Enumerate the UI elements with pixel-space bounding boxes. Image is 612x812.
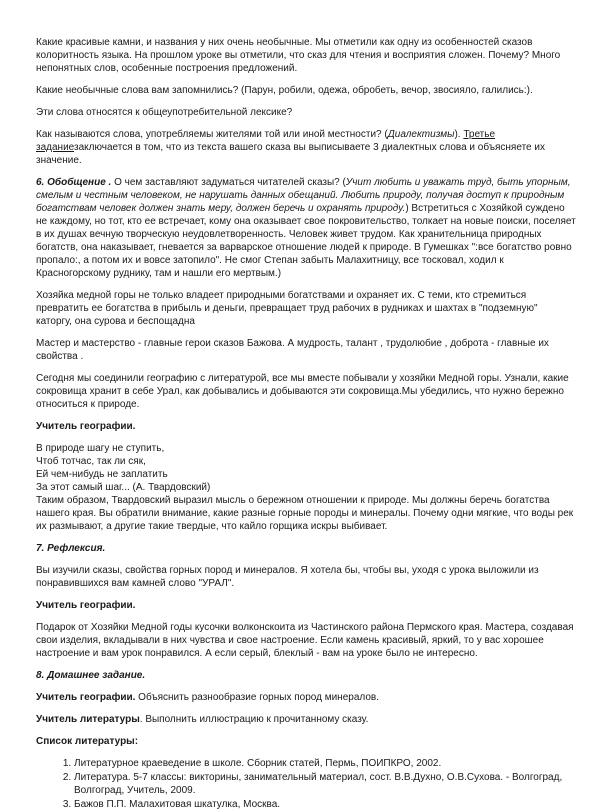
teacher-geography-heading-2: Учитель географии.	[36, 600, 136, 611]
paragraph-master: Мастер и мастерство - главные герои сказов Бажова. А мудрость, талант , трудолюбие , доброта - главные их свойства .	[36, 338, 549, 362]
homework-geography-text: Объяснить разнообразие горных пород минералов.	[135, 692, 379, 703]
poem-line: За этот самый шаг... (А. Твардовский)	[36, 482, 211, 493]
homework-literature-label: Учитель литературы	[36, 714, 140, 725]
paragraph-lexicon-question: Эти слова относятся к общеупотребительной лексике?	[36, 107, 293, 118]
section-6-text-c: ) Встретиться с Хозяйкой суждено не каждому, но тот, кто ее встречает, кому она оказывает свое покровительство, толкает на новые поиски, поселяет в их душах вечную творческую неудовлетворенность. Человек живет трудом. Как хранительница природных богатств, она наказывает, гневается за варварское отношение людей к природе. В Гумешках ":все богатство ровно пропало:, а потом их и вовсе затопило". Не смог Степан забыть Малахитницу, все тосковал, ходил к Красногорскому руднику, там и нашли его мертвым.)	[36, 203, 576, 279]
document-page	[36, 36, 576, 812]
paragraph-unusual-words: Какие необычные слова вам запомнились? (Парун, робили, одежа, обробеть, вечор, звосияло, галились:).	[36, 85, 533, 96]
section-7-title: 7. Рефлексия.	[36, 543, 106, 554]
section-6-text-a: О чем заставляют задуматься читателей сказы? (	[111, 177, 346, 188]
homework-literature	[36, 713, 576, 726]
homework-geography	[36, 691, 576, 704]
homework-geography-label: Учитель географии.	[36, 692, 136, 703]
teacher-geography-heading: Учитель географии.	[36, 421, 136, 432]
paragraph-stones: Какие красивые камни, и названия у них очень необычные. Мы отметили как одну из особенностей сказов колоритность языка. На прошлом уроке вы отметили, что сказ для чтения и восприятия сложен. Почему? Много непонятных слов, особенные построения предложений.	[36, 37, 561, 74]
section-6-generalization	[36, 176, 576, 280]
list-item: 3. Бажов П.П. Малахитовая шкатулка, Москва.	[74, 798, 576, 811]
list-item: 1. Литературное краеведение в школе. Сборник статей, Пермь, ПОИПКРО, 2002.	[74, 757, 576, 770]
homework-literature-text: . Выполнить иллюстрацию к прочитанному сказу.	[139, 714, 369, 725]
poem-line: Чтоб тотчас, так ли сяк,	[36, 456, 146, 467]
poem-line: В природе шагу не ступить,	[36, 443, 165, 454]
dialect-text-a: Как называются слова, употребляемы жителями той или иной местности? (	[36, 129, 388, 140]
list-item: 2. Литература. 5-7 классы: викторины, занимательный материал, сост. В.В.Духно, О.В.Сухова. - Волгоград, Волгоград, Учитель, 2009.	[74, 771, 576, 797]
bibliography-title: Список литературы:	[36, 736, 139, 747]
paragraph-reflection: Вы изучили сказы, свойства горных пород и минералов. Я хотела бы, чтобы вы, уходя с урока выложили из понравившихся вам камней слово "УРАЛ".	[36, 565, 539, 589]
paragraph-gift: Подарок от Хозяйки Медной годы кусочки волконскоита из Частинского района Пермского края. Мастера, создавая свои изделия, вкладывали в них чувства и свое настроение. Если камень красивый, яркий, то у вас хорошее настроение и вам урок понравился. А если серый, блеклый - вам на уроке было не интересно.	[36, 622, 574, 659]
section-6-title: 6. Обобщение .	[36, 177, 112, 188]
paragraph-today: Сегодня мы соединили географию с литературой, все мы вместе побывали у хозяйки Медной горы. Узнали, какие сокровища хранит в себе Урал, как добывались и добываются эти сокровища.Мы убедились, что нужно бережно относиться к природе.	[36, 373, 569, 410]
paragraph-mistress: Хозяйка медной горы не только владеет природными богатствами и охраняет их. С теми, кто стремиться превратить ее богатства в прибыль и деньги, превращает труд рабочих в рудниках и шахтах в "подземную" каторгу, она сурова и беспощадна	[36, 290, 538, 327]
poem-line: Ей чем-нибудь не заплатить	[36, 469, 168, 480]
bibliography-list	[36, 757, 576, 811]
section-8-title: 8. Домашнее задание.	[36, 670, 146, 681]
dialect-text-c: ).	[454, 129, 464, 140]
section-6-italic: Учит любить и уважать труд, быть упорным, смелым и честным человеком, не нарушать данных обещаний. Любить природу, получая доступ к природным богатствам человек должен знать меру, должен беречь и охранять природу.	[36, 177, 571, 214]
poem-block	[36, 442, 576, 494]
dialect-term: Диалектизмы	[387, 129, 455, 140]
dialect-text-e: заключается в том, что из текста вашего сказа вы выписываете 3 диалектных слова и объясняете их значение.	[36, 142, 545, 166]
paragraph-tvardovsky: Таким образом, Твардовский выразил мысль о бережном отношении к природе. Мы должны беречь богатства нашего края. Вы обратили внимание, какие разные горные породы и минералы. Почему одни мягкие, что воды рек их размывают, а другие такие твердые, что кайло горщика искры выбивает.	[36, 495, 574, 532]
third-task-link[interactable]: Третье задание	[36, 129, 496, 153]
paragraph-dialect	[36, 128, 576, 167]
